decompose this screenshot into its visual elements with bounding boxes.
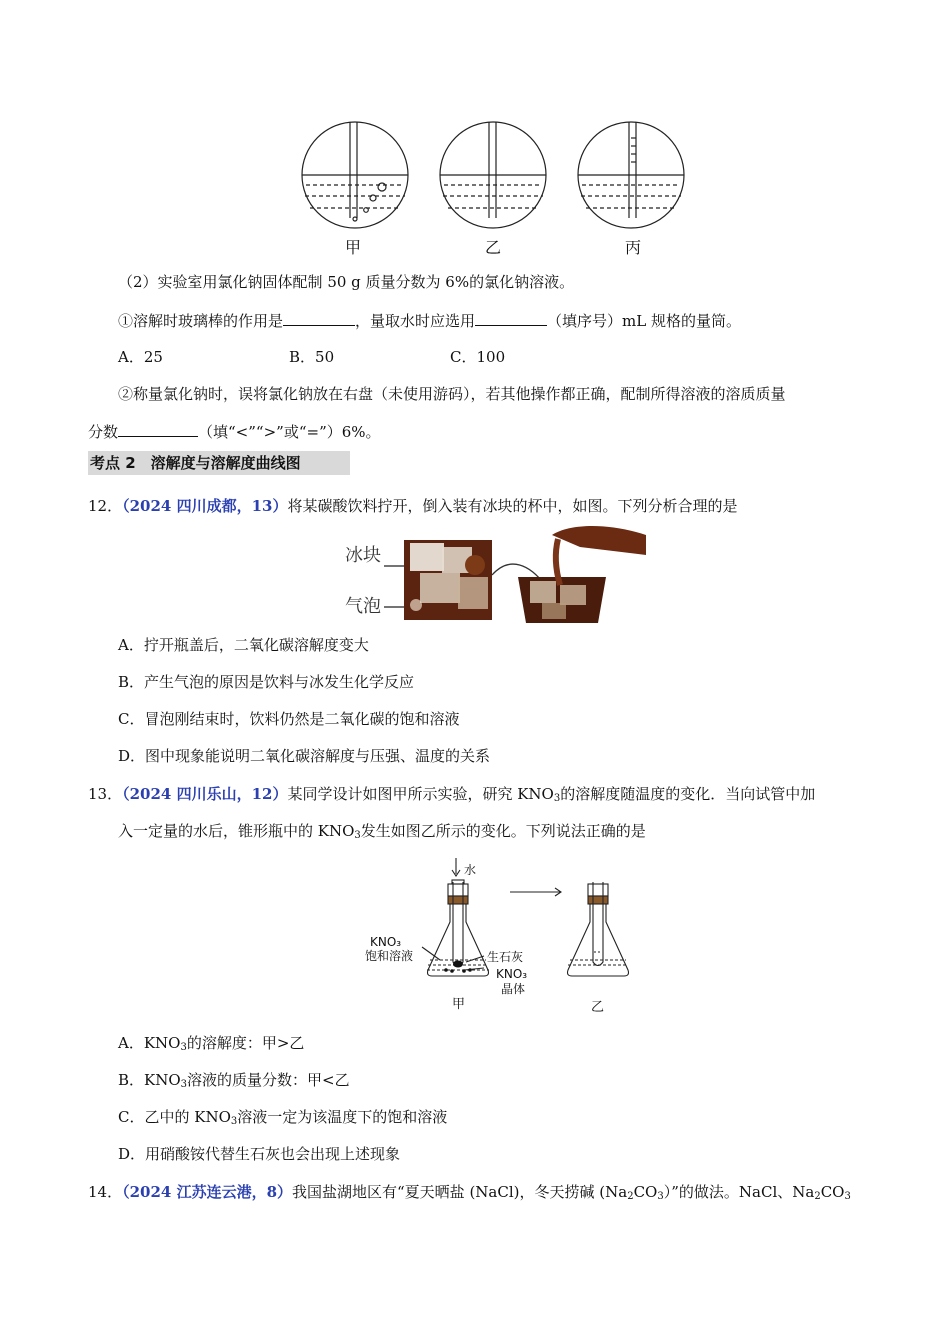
q11-option-b: B．50 [289,348,335,366]
q13-source: （2024 四川乐山，12） [122,785,288,803]
q13-option-d: D．用硝酸铵代替生石灰也会出现上述现象 [118,1145,401,1163]
q14-source: （2024 江苏连云港，8） [122,1183,293,1201]
flask-label-yi: 乙 [591,1000,605,1015]
water-label: 水 [464,863,477,877]
q13-stem-line2: 入一定量的水后，锥形瓶中的 $KNO_3$发生如图乙所示的变化。下列说法正确的是 [118,822,646,841]
crystal-label-1: KNO₃ [496,967,528,981]
q13-option-b: B．$KNO_3$溶液的质量分数：甲<乙 [118,1071,350,1090]
soda-photo [380,525,650,625]
q11-part2-stem: （2）实验室用氯化钠固体配制 50 g 质量分数为 6%的氯化钠溶液。 [118,273,575,291]
q12-source: （2024 四川成都，13） [122,497,288,515]
q11-option-c: C．100 [450,348,506,366]
answer-blank[interactable] [475,310,547,326]
q12-option-a: A．拧开瓶盖后，二氧化碳溶解度变大 [118,636,369,654]
q12-option-d: D．图中现象能说明二氧化碳溶解度与压强、温度的关系 [118,747,491,765]
q11-option-a: A．25 [118,348,163,366]
q13-option-c: C．乙中的 $KNO_3$溶液一定为该温度下的饱和溶液 [118,1108,448,1127]
ice-label: 冰块 [345,545,381,566]
q11-sub2-line2: 分数 （填“<”“>”或“=”）6%。 [88,423,381,441]
answer-blank[interactable] [118,421,198,437]
q14-stem: 14．（2024 江苏连云港，8）我国盐湖地区有“夏天晒盐 (NaCl)，冬天捞碱 $(Na_2CO_3)$”的做法。NaCl、$Na_2CO_3$ [88,1183,851,1202]
figure-label-yi: 乙 [485,238,502,257]
crystal-label-2: 晶体 [501,982,526,996]
figure-label-bing: 丙 [625,238,642,257]
q13-option-a: A．$KNO_3$的溶解度：甲>乙 [118,1034,305,1053]
q12-option-c: C．冒泡刚结束时，饮料仍然是二氧化碳的饱和溶液 [118,710,460,728]
answer-blank[interactable] [283,310,355,326]
q12-option-b: B．产生气泡的原因是饮料与冰发生化学反应 [118,673,415,691]
q12-stem: 12．（2024 四川成都，13）将某碳酸饮料拧开，倒入装有冰块的杯中，如图。下列分析合理的是 [88,497,738,515]
q13-stem: 13．（2024 四川乐山，12）某同学设计如图甲所示实验，研究 $KNO_3$的溶解度随温度的变化．当向试管中加 [88,785,816,804]
section-heading: 考点 2 溶解度与溶解度曲线图 [88,451,350,475]
figure-label-jia: 甲 [345,238,362,257]
lime-label: 生石灰 [487,950,524,964]
flask-label-jia: 甲 [452,997,466,1012]
q11-sub1-line: ①溶解时玻璃棒的作用是 ，量取水时应选用 （填序号）mL 规格的量筒。 [118,312,741,330]
bubble-label: 气泡 [345,596,381,617]
q11-sub2-line1: ②称量氯化钠时，误将氯化钠放在右盘（未使用游码），若其他操作都正确，配制所得溶液的溶质质量 [118,385,786,403]
kno3-label: KNO₃ [370,935,402,949]
saturated-label: 饱和溶液 [365,949,414,963]
